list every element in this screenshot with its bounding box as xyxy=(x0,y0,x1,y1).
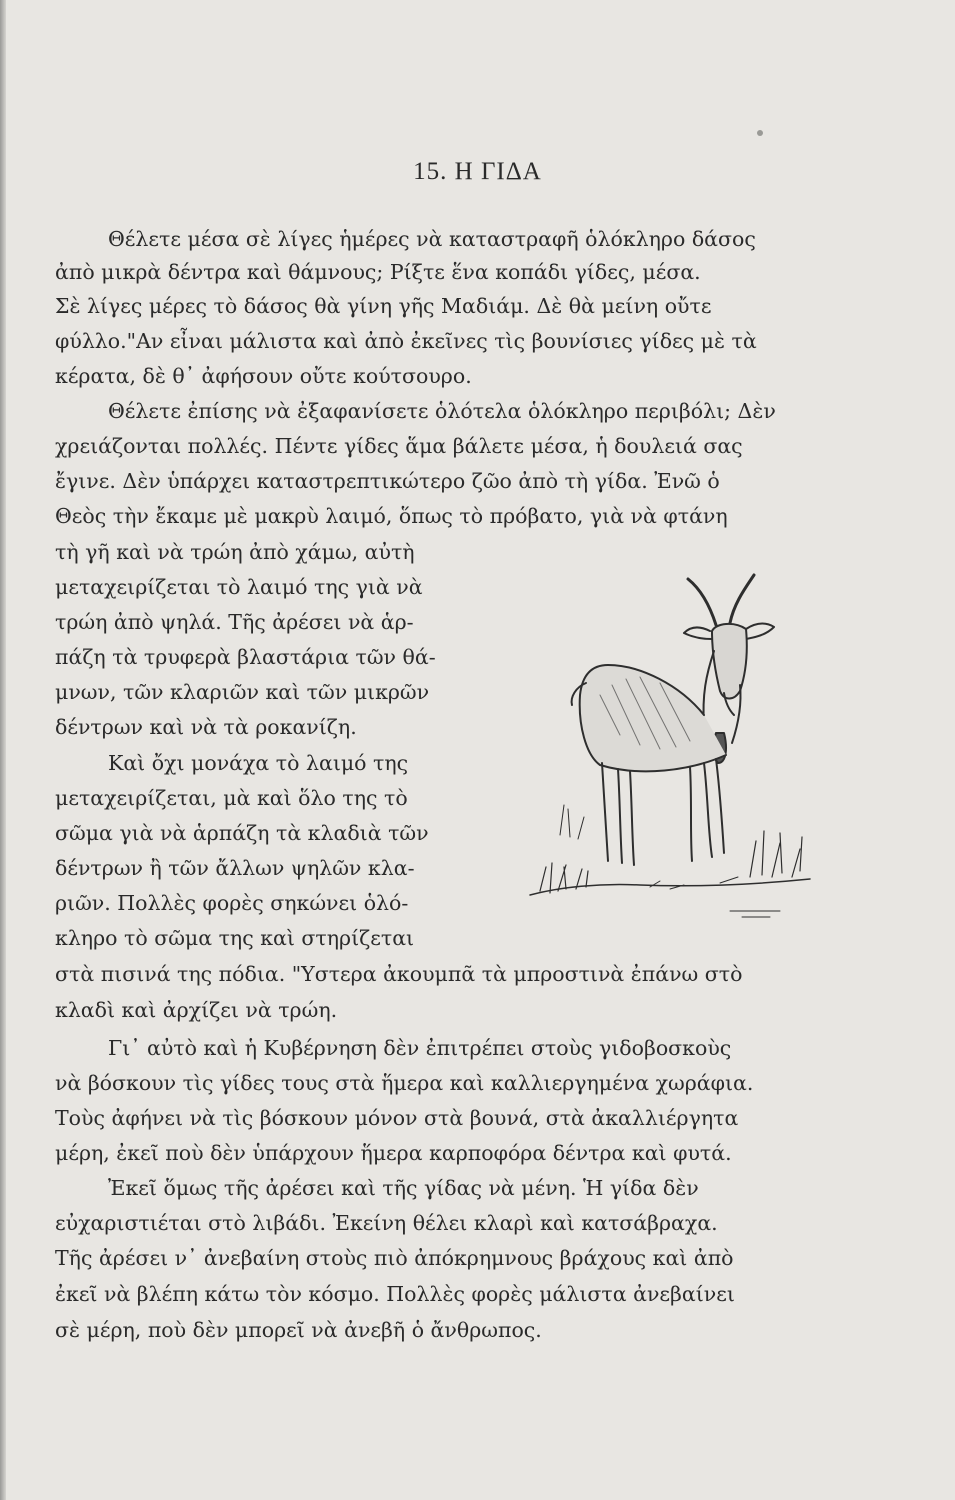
text-line: Τῆς ἀρέσει ν᾽ ἀνεβαίνη στοὺς πιὸ ἀπόκρημνους βράχους καὶ ἀπὸ xyxy=(55,1246,734,1270)
text-line: σῶμα γιὰ νὰ ἁρπάζη τὰ κλαδιὰ τῶν xyxy=(55,821,429,845)
text-line: Σὲ λίγες μέρες τὸ δάσος θὰ γίνη γῆς Μαδιάμ. Δὲ θὰ μείνη οὔτε xyxy=(55,294,712,318)
text-line: κλαδὶ καὶ ἀρχίζει νὰ τρώη. xyxy=(55,998,338,1022)
text-line: Ἐκεῖ ὅμως τῆς ἀρέσει καὶ τῆς γίδας νὰ μένη. Ἡ γίδα δὲν xyxy=(108,1176,699,1200)
text-line: ριῶν. Πολλὲς φορὲς σηκώνει ὁλό- xyxy=(55,891,409,915)
text-line: νὰ βόσκουν τὶς γίδες τους στὰ ἥμερα καὶ καλλιεργημένα χωράφια. xyxy=(55,1071,754,1095)
text-line: μέρη, ἐκεῖ ποὺ δὲν ὑπάρχουν ἥμερα καρποφόρα δέντρα καὶ φυτά. xyxy=(55,1141,732,1165)
page-edge-shadow xyxy=(0,0,6,1500)
text-line: δέντρων ἢ τῶν ἄλλων ψηλῶν κλα- xyxy=(55,856,415,880)
text-line: Θέλετε μέσα σὲ λίγες ἡμέρες νὰ καταστραφῆ ὁλόκληρο δάσος xyxy=(108,227,756,251)
text-line: ἐκεῖ νὰ βλέπη κάτω τὸν κόσμο. Πολλὲς φορὲς μάλιστα ἀνεβαίνει xyxy=(55,1282,735,1306)
text-line: μνων, τῶν κλαριῶν καὶ τῶν μικρῶν xyxy=(55,680,430,704)
text-line: μεταχειρίζεται τὸ λαιμό της γιὰ νὰ xyxy=(55,575,423,599)
text-line: στὰ πισινά της πόδια. "Υστερα ἀκουμπᾶ τὰ μπροστινὰ ἐπάνω στὸ xyxy=(55,962,743,986)
text-line: σὲ μέρη, ποὺ δὲν μπορεῖ νὰ ἀνεβῆ ὁ ἄνθρωπος. xyxy=(55,1318,542,1342)
text-line: ἀπὸ μικρὰ δέντρα καὶ θάμνους; Ρίξτε ἕνα κοπάδι γίδες, μέσα. xyxy=(55,260,701,284)
text-line: κέρατα, δὲ θ᾽ ἀφήσουν οὔτε κούτσουρο. xyxy=(55,364,472,388)
text-line: κληρο τὸ σῶμα της καὶ στηρίζεται xyxy=(55,926,415,950)
text-line: Γι᾽ αὐτὸ καὶ ἡ Κυβέρνηση δὲν ἐπιτρέπει στοὺς γιδοβοσκοὺς xyxy=(108,1036,732,1060)
text-line: Θεὸς τὴν ἔκαμε μὲ μακρὺ λαιμό, ὅπως τὸ πρόβατο, γιὰ νὰ φτάνη xyxy=(55,504,728,528)
text-line: τὴ γῆ καὶ νὰ τρώη ἀπὸ χάμω, αὐτὴ xyxy=(55,540,415,564)
text-line: μεταχειρίζεται, μὰ καὶ ὅλο της τὸ xyxy=(55,786,408,810)
text-line: πάζη τὰ τρυφερὰ βλαστάρια τῶν θά- xyxy=(55,645,436,669)
ink-speck xyxy=(757,130,763,136)
text-line: Τοὺς ἀφήνει νὰ τὶς βόσκουν μόνον στὰ βουνά, στὰ ἀκαλλιέργητα xyxy=(55,1106,739,1130)
text-line: χρειάζονται πολλές. Πέντε γίδες ἅμα βάλετε μέσα, ἡ δουλειά σας xyxy=(55,434,743,458)
goat-illustration xyxy=(520,565,820,935)
text-line: ἔγινε. Δὲν ὑπάρχει καταστρεπτικώτερο ζῶο ἀπὸ τὴ γίδα. Ἐνῶ ὁ xyxy=(55,469,720,493)
text-line: Καὶ ὄχι μονάχα τὸ λαιμό της xyxy=(108,751,409,775)
text-line: τρώη ἀπὸ ψηλά. Τῆς ἀρέσει νὰ ἁρ- xyxy=(55,610,414,634)
text-line: Θέλετε ἐπίσης νὰ ἐξαφανίσετε ὁλότελα ὁλόκληρο περιβόλι; Δὲν xyxy=(108,399,776,423)
text-line: φύλλο."Αν εἶναι μάλιστα καὶ ἀπὸ ἐκεῖνες τὶς βουνίσιες γίδες μὲ τὰ xyxy=(55,329,757,353)
chapter-title: 15. Η ΓΙΔΑ xyxy=(413,158,542,185)
text-line: εὐχαριστιέται στὸ λιβάδι. Ἐκείνη θέλει κλαρὶ καὶ κατσάβραχα. xyxy=(55,1211,718,1235)
text-line: δέντρων καὶ νὰ τὰ ροκανίζη. xyxy=(55,715,357,739)
